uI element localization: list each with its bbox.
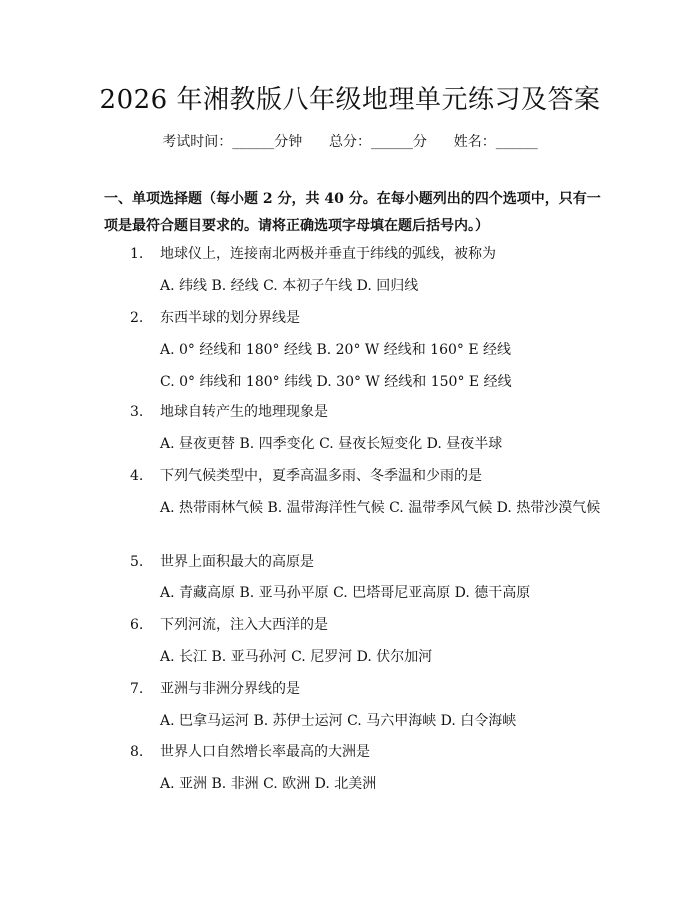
question-stem: 地球自转产生的地理现象是 [160,404,328,420]
question-number: 2. [130,310,144,326]
question-options: A. 纬线 B. 经线 C. 本初子午线 D. 回归线 [160,278,419,294]
question-stem: 亚洲与非洲分界线的是 [160,681,300,697]
question-number: 4. [130,468,144,484]
question-number: 1. [130,246,144,262]
question-stem: 世界上面积最大的高原是 [160,554,314,570]
question-options: A. 长江 B. 亚马孙河 C. 尼罗河 D. 伏尔加河 [160,649,433,665]
question-stem: 下列河流，注入大西洋的是 [160,617,328,633]
question-options: A. 巴拿马运河 B. 苏伊士运河 C. 马六甲海峡 D. 白令海峡 [160,713,517,729]
section-heading: 一、单项选择题（每小题 2 分，共 40 分。在每小题列出的四个选项中，只有一项是最符合题目要求的。请将正确选项字母填在题后括号内。） [104,191,601,234]
question-options: A. 亚洲 B. 非洲 C. 欧洲 D. 北美洲 [160,776,377,792]
exam-info-line: 考试时间：______分钟 总分：______分 姓名：______ [162,134,538,150]
question-options: A. 0° 经线和 180° 经线 B. 20° W 经线和 160° E 经线 [160,342,512,358]
question-stem: 下列气候类型中，夏季高温多雨、冬季温和少雨的是 [160,468,482,484]
question-stem: 世界人口自然增长率最高的大洲是 [160,744,370,760]
question-options: A. 青藏高原 B. 亚马孙平原 C. 巴塔哥尼亚高原 D. 德干高原 [160,585,531,601]
question-stem: 地球仪上，连接南北两极并垂直于纬线的弧线，被称为 [160,246,496,262]
question-number: 7. [130,681,144,697]
question-number: 3. [130,404,144,420]
question-stem: 东西半球的划分界线是 [160,310,300,326]
question-options: A. 热带雨林气候 B. 温带海洋性气候 C. 温带季风气候 D. 热带沙漠气候 [160,500,601,516]
question-number: 5. [130,554,144,570]
question-number: 8. [130,744,144,760]
question-options: A. 昼夜更替 B. 四季变化 C. 昼夜长短变化 D. 昼夜半球 [160,436,503,452]
question-options: C. 0° 纬线和 180° 纬线 D. 30° W 经线和 150° E 经线 [160,374,512,390]
document-title: 2026 年湘教版八年级地理单元练习及答案 [99,85,601,115]
question-number: 6. [130,617,144,633]
